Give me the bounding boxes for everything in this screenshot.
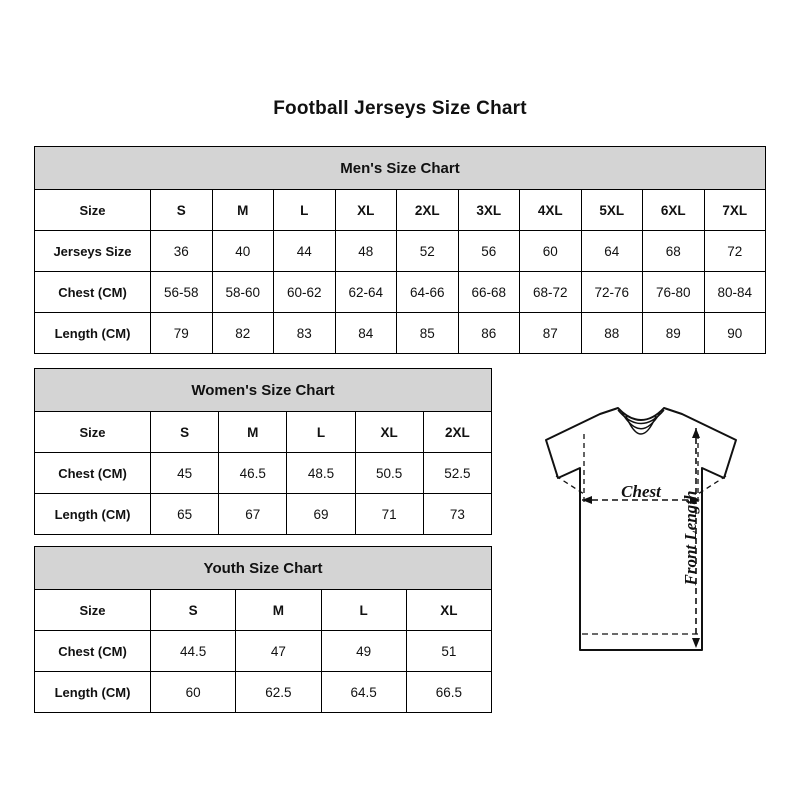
table-cell: 72-76 (581, 272, 643, 313)
table-row (35, 672, 492, 713)
row-label: Length (CM) (35, 494, 151, 535)
table-cell: XL (335, 190, 397, 231)
table-cell: 90 (704, 313, 766, 354)
table-cell: 7XL (704, 190, 766, 231)
womens-size-table (34, 368, 492, 535)
table-cell: 85 (397, 313, 459, 354)
row-label: Jerseys Size (35, 231, 151, 272)
table-cell: 56-58 (151, 272, 213, 313)
table-header-row (35, 547, 492, 590)
table-row (35, 231, 766, 272)
youth-table-title: Youth Size Chart (35, 547, 492, 590)
table-cell: 62.5 (236, 672, 321, 713)
table-cell: 52.5 (423, 453, 491, 494)
table-cell: 2XL (423, 412, 491, 453)
table-cell: 49 (321, 631, 406, 672)
table-cell: 88 (581, 313, 643, 354)
table-cell: 72 (704, 231, 766, 272)
table-header-row (35, 369, 492, 412)
table-cell: 52 (397, 231, 459, 272)
table-row (35, 453, 492, 494)
womens-size-chart (34, 368, 492, 535)
mens-size-chart (34, 146, 766, 354)
table-cell: 60 (520, 231, 582, 272)
row-label: Chest (CM) (35, 453, 151, 494)
womens-table-title: Women's Size Chart (35, 369, 492, 412)
chest-label: Chest (621, 482, 661, 501)
table-cell: 84 (335, 313, 397, 354)
table-cell: M (236, 590, 321, 631)
table-row (35, 494, 492, 535)
table-cell: 36 (151, 231, 213, 272)
table-header-row (35, 147, 766, 190)
table-cell: L (321, 590, 406, 631)
table-cell: 4XL (520, 190, 582, 231)
table-cell: 86 (458, 313, 520, 354)
table-cell: L (274, 190, 336, 231)
row-label: Chest (CM) (35, 272, 151, 313)
table-cell: 51 (406, 631, 491, 672)
mens-size-table (34, 146, 766, 354)
row-label: Size (35, 190, 151, 231)
table-cell: 83 (274, 313, 336, 354)
table-cell: 73 (423, 494, 491, 535)
row-label: Chest (CM) (35, 631, 151, 672)
table-cell: 62-64 (335, 272, 397, 313)
front-length-label: Front Length (681, 490, 700, 586)
table-row (35, 190, 766, 231)
table-cell: 87 (520, 313, 582, 354)
table-cell: L (287, 412, 355, 453)
table-row (35, 272, 766, 313)
table-cell: 44 (274, 231, 336, 272)
page-title: Football Jerseys Size Chart (273, 98, 527, 119)
youth-size-chart (34, 546, 492, 713)
row-label: Size (35, 412, 151, 453)
table-cell: 56 (458, 231, 520, 272)
table-cell: 67 (219, 494, 287, 535)
table-cell: 44.5 (151, 631, 236, 672)
table-cell: 6XL (643, 190, 705, 231)
table-row (35, 590, 492, 631)
table-cell: 64-66 (397, 272, 459, 313)
table-cell: 82 (212, 313, 274, 354)
table-cell: 89 (643, 313, 705, 354)
table-cell: 50.5 (355, 453, 423, 494)
table-cell: 64.5 (321, 672, 406, 713)
table-cell: 40 (212, 231, 274, 272)
youth-size-table (34, 546, 492, 713)
table-cell: S (151, 412, 219, 453)
table-cell: 80-84 (704, 272, 766, 313)
table-cell: 68 (643, 231, 705, 272)
table-cell: 66-68 (458, 272, 520, 313)
table-cell: 64 (581, 231, 643, 272)
table-cell: M (212, 190, 274, 231)
table-cell: S (151, 190, 213, 231)
table-cell: S (151, 590, 236, 631)
row-label: Length (CM) (35, 313, 151, 354)
table-cell: 46.5 (219, 453, 287, 494)
table-row (35, 631, 492, 672)
table-cell: 58-60 (212, 272, 274, 313)
table-cell: 60-62 (274, 272, 336, 313)
table-row (35, 412, 492, 453)
table-cell: 65 (151, 494, 219, 535)
row-label: Size (35, 590, 151, 631)
table-cell: 60 (151, 672, 236, 713)
table-cell: 45 (151, 453, 219, 494)
table-cell: 76-80 (643, 272, 705, 313)
table-cell: 69 (287, 494, 355, 535)
table-row (35, 313, 766, 354)
table-cell: 66.5 (406, 672, 491, 713)
table-cell: 47 (236, 631, 321, 672)
table-cell: XL (406, 590, 491, 631)
table-cell: XL (355, 412, 423, 453)
mens-table-title: Men's Size Chart (35, 147, 766, 190)
table-cell: 68-72 (520, 272, 582, 313)
table-cell: 2XL (397, 190, 459, 231)
row-label: Length (CM) (35, 672, 151, 713)
table-cell: 48.5 (287, 453, 355, 494)
table-cell: 48 (335, 231, 397, 272)
table-cell: 71 (355, 494, 423, 535)
table-cell: 3XL (458, 190, 520, 231)
table-cell: 5XL (581, 190, 643, 231)
table-cell: 79 (151, 313, 213, 354)
jersey-diagram (500, 398, 782, 698)
table-cell: M (219, 412, 287, 453)
